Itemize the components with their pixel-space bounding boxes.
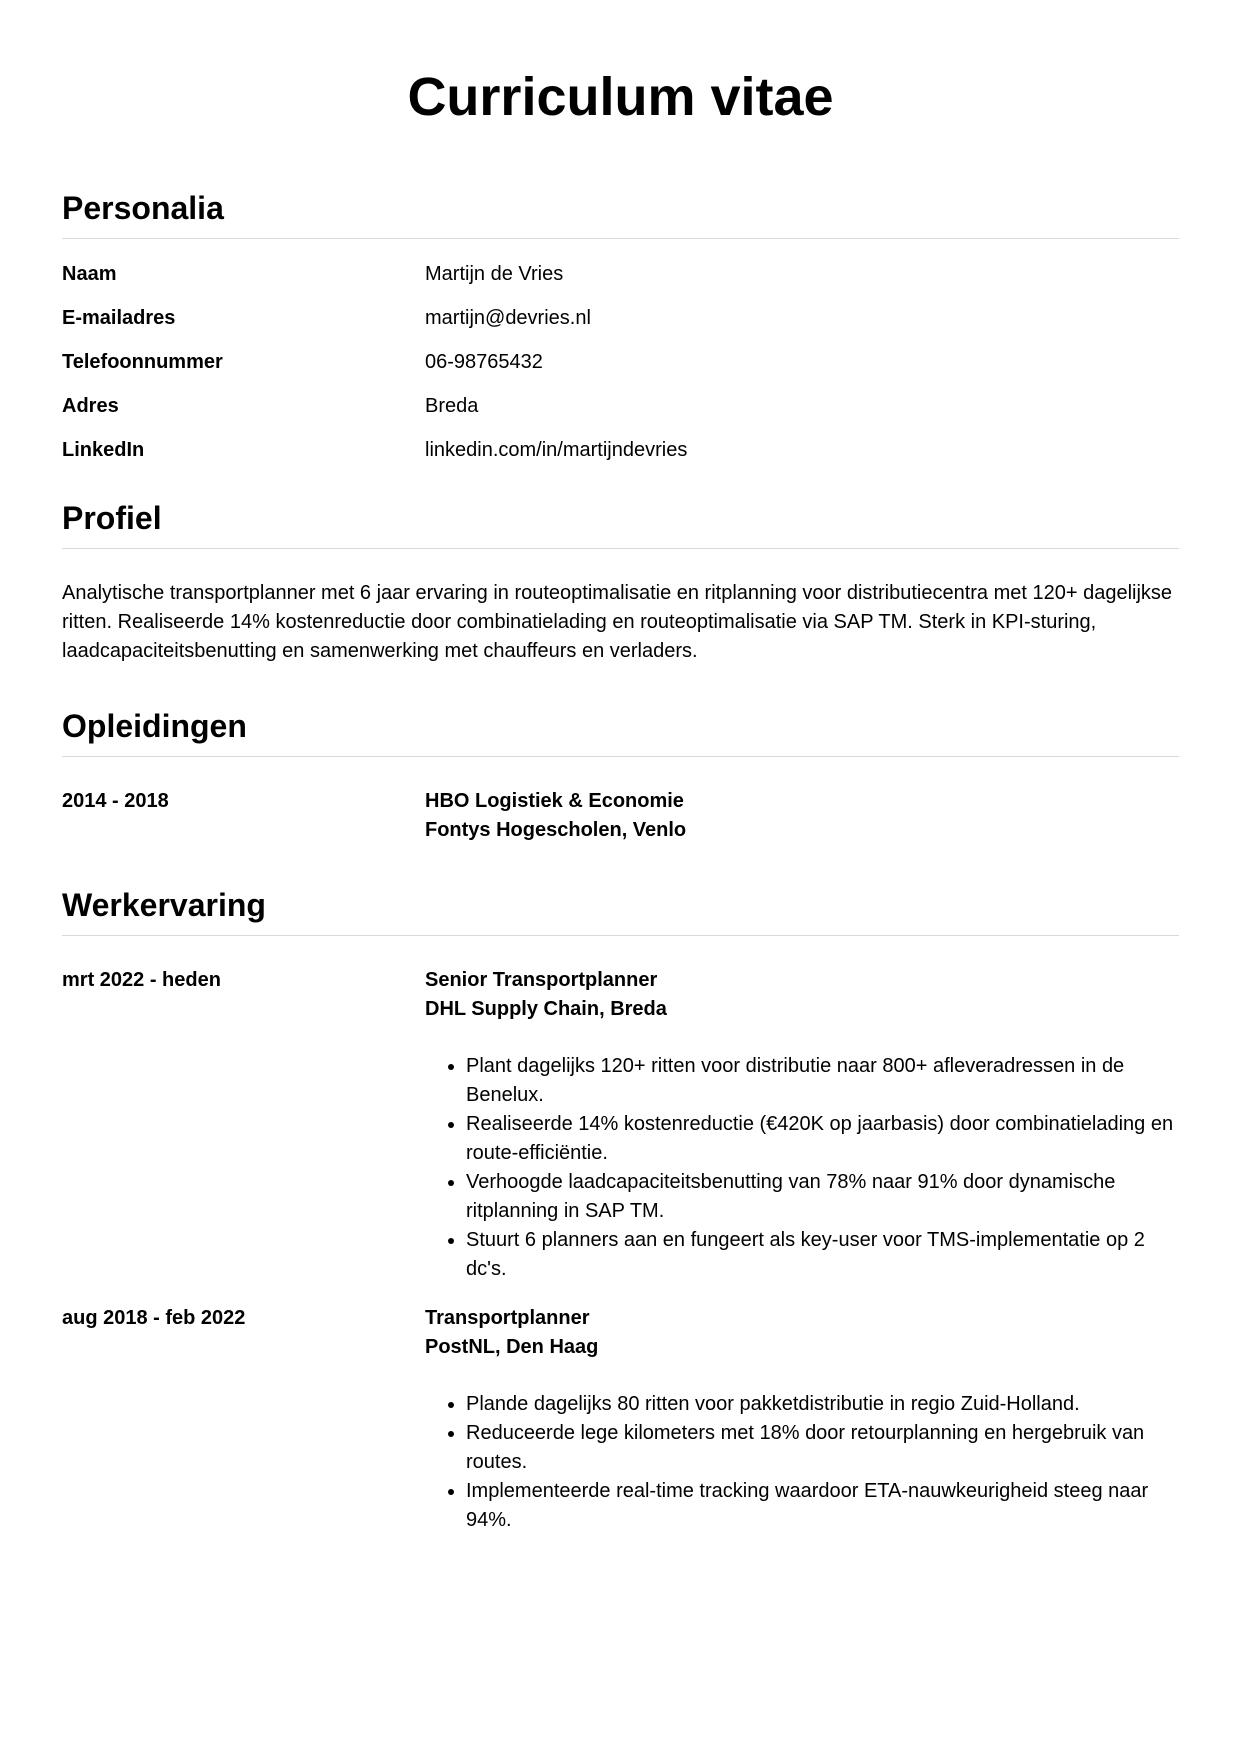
- section-personalia: [62, 188, 1179, 465]
- work-bullet: • Plande dagelijks 80 ritten voor pakketdistributie in regio Zuid-Holland.: [466, 1390, 1179, 1419]
- work-company: PostNL, Den Haag: [425, 1336, 599, 1358]
- section-heading-opleidingen: Opleidingen: [62, 706, 1179, 757]
- work-bullet: • Verhoogde laadcapaciteitsbenutting van 78% naar 91% door dynamische ritplanning in SAP TM.: [466, 1168, 1179, 1226]
- education-title: HBO Logistiek & Economie: [425, 790, 684, 812]
- personalia-value: linkedin.com/in/martijndevries: [425, 439, 688, 461]
- personalia-label: Telefoonnummer: [62, 351, 223, 373]
- education-institution: Fontys Hogescholen, Venlo: [425, 819, 687, 841]
- work-bullets: [425, 1052, 1179, 1284]
- personalia-label: LinkedIn: [62, 439, 145, 461]
- work-bullets: [425, 1390, 1179, 1535]
- section-heading-werkervaring: Werkervaring: [62, 885, 1179, 936]
- personalia-value: martijn@devries.nl: [425, 307, 591, 329]
- section-opleidingen: [62, 706, 1179, 845]
- profile-text: Analytische transportplanner met 6 jaar ervaring in routeoptimalisatie en ritplanning voor distributiecentra met 120+ dagelijkse ritten. Realiseerde 14% kostenreductie door combinatielading en routeoptimalisatie via SAP TM. Sterk in KPI-sturing, laadcapaciteitsbenutting en samenwerking met chauffeurs en verladers.: [62, 582, 1173, 662]
- work-entry: [62, 1304, 1179, 1535]
- personalia-value: Breda: [425, 395, 479, 417]
- section-profiel: [62, 498, 1179, 666]
- education-period: 2014 - 2018: [62, 790, 169, 812]
- section-heading-personalia: Personalia: [62, 188, 1179, 239]
- work-bullet: • Stuurt 6 planners aan en fungeert als key-user voor TMS-implementatie op 2 dc's.: [466, 1226, 1179, 1284]
- section-werkervaring: [62, 885, 1179, 1535]
- personalia-row-name: [62, 260, 1179, 289]
- personalia-row-email: [62, 304, 1179, 333]
- work-company: DHL Supply Chain, Breda: [425, 998, 667, 1020]
- document-title: Curriculum vitae: [407, 67, 834, 127]
- work-bullet: • Implementeerde real-time tracking waardoor ETA-nauwkeurigheid steeg naar 94%.: [466, 1477, 1179, 1535]
- personalia-label: E-mailadres: [62, 307, 176, 329]
- work-details: [425, 966, 1179, 1284]
- section-heading-profiel: Profiel: [62, 498, 1179, 549]
- work-title: Senior Transportplanner: [425, 969, 658, 991]
- work-period: aug 2018 - feb 2022: [62, 1307, 246, 1329]
- work-bullet: • Plant dagelijks 120+ ritten voor distributie naar 800+ afleveradressen in de Benelux.: [466, 1052, 1179, 1110]
- personalia-row-address: [62, 392, 1179, 421]
- work-details: [425, 1304, 1179, 1535]
- work-bullet: • Reduceerde lege kilometers met 18% door retourplanning en hergebruik van routes.: [466, 1419, 1179, 1477]
- personalia-label: Naam: [62, 263, 117, 285]
- personalia-row-linkedin: [62, 436, 1179, 465]
- work-entry: [62, 966, 1179, 1284]
- work-period: mrt 2022 - heden: [62, 969, 221, 991]
- education-entry: [62, 787, 1179, 845]
- education-details: [425, 787, 1179, 845]
- personalia-value: Martijn de Vries: [425, 263, 564, 285]
- work-bullet: • Realiseerde 14% kostenreductie (€420K op jaarbasis) door combinatielading en route-efficiëntie.: [466, 1110, 1179, 1168]
- personalia-row-phone: [62, 348, 1179, 377]
- personalia-value: 06-98765432: [425, 351, 543, 373]
- personalia-label: Adres: [62, 395, 119, 417]
- work-title: Transportplanner: [425, 1307, 590, 1329]
